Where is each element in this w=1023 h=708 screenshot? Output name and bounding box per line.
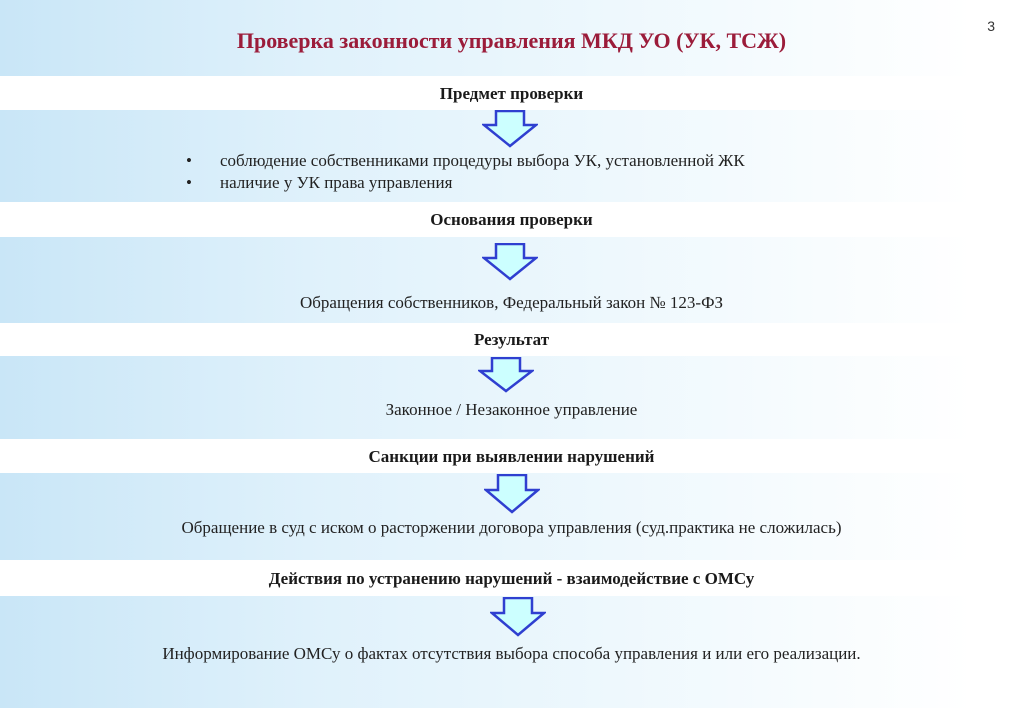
sanctions-text: Обращение в суд с иском о расторжении договора управления (суд.практика не сложилась) [181, 518, 842, 537]
subject-bullet-list [186, 150, 745, 194]
section-heading-result: Результат [0, 325, 1023, 355]
page-number: 3 [987, 18, 995, 34]
bullet-item: • наличие у УК права управления [186, 173, 453, 192]
down-arrow-icon [484, 474, 540, 514]
actions-text: Информирование ОМСу о фактах отсутствия выбора способа управления и или его реализации. [162, 644, 861, 663]
down-arrow-icon [482, 110, 538, 148]
section-heading-actions: Действия по устранению нарушений - взаимодействие с ОМСу [0, 562, 1023, 595]
result-text: Законное / Незаконное управление [385, 400, 638, 419]
down-arrow-icon [478, 357, 534, 393]
page-title: Проверка законности управления МКД УО (УК, ТСЖ) [236, 28, 787, 53]
down-arrow-icon [490, 597, 546, 637]
bullet-item: • соблюдение собственниками процедуры выбора УК, установленной ЖК [186, 151, 745, 170]
section-heading-grounds: Основания проверки [0, 204, 1023, 236]
section-heading-subject: Предмет проверки [0, 80, 1023, 108]
down-arrow-icon [482, 243, 538, 281]
grounds-text: Обращения собственников, Федеральный закон № 123-ФЗ [299, 293, 724, 312]
section-heading-sanctions: Санкции при выявлении нарушений [0, 441, 1023, 472]
